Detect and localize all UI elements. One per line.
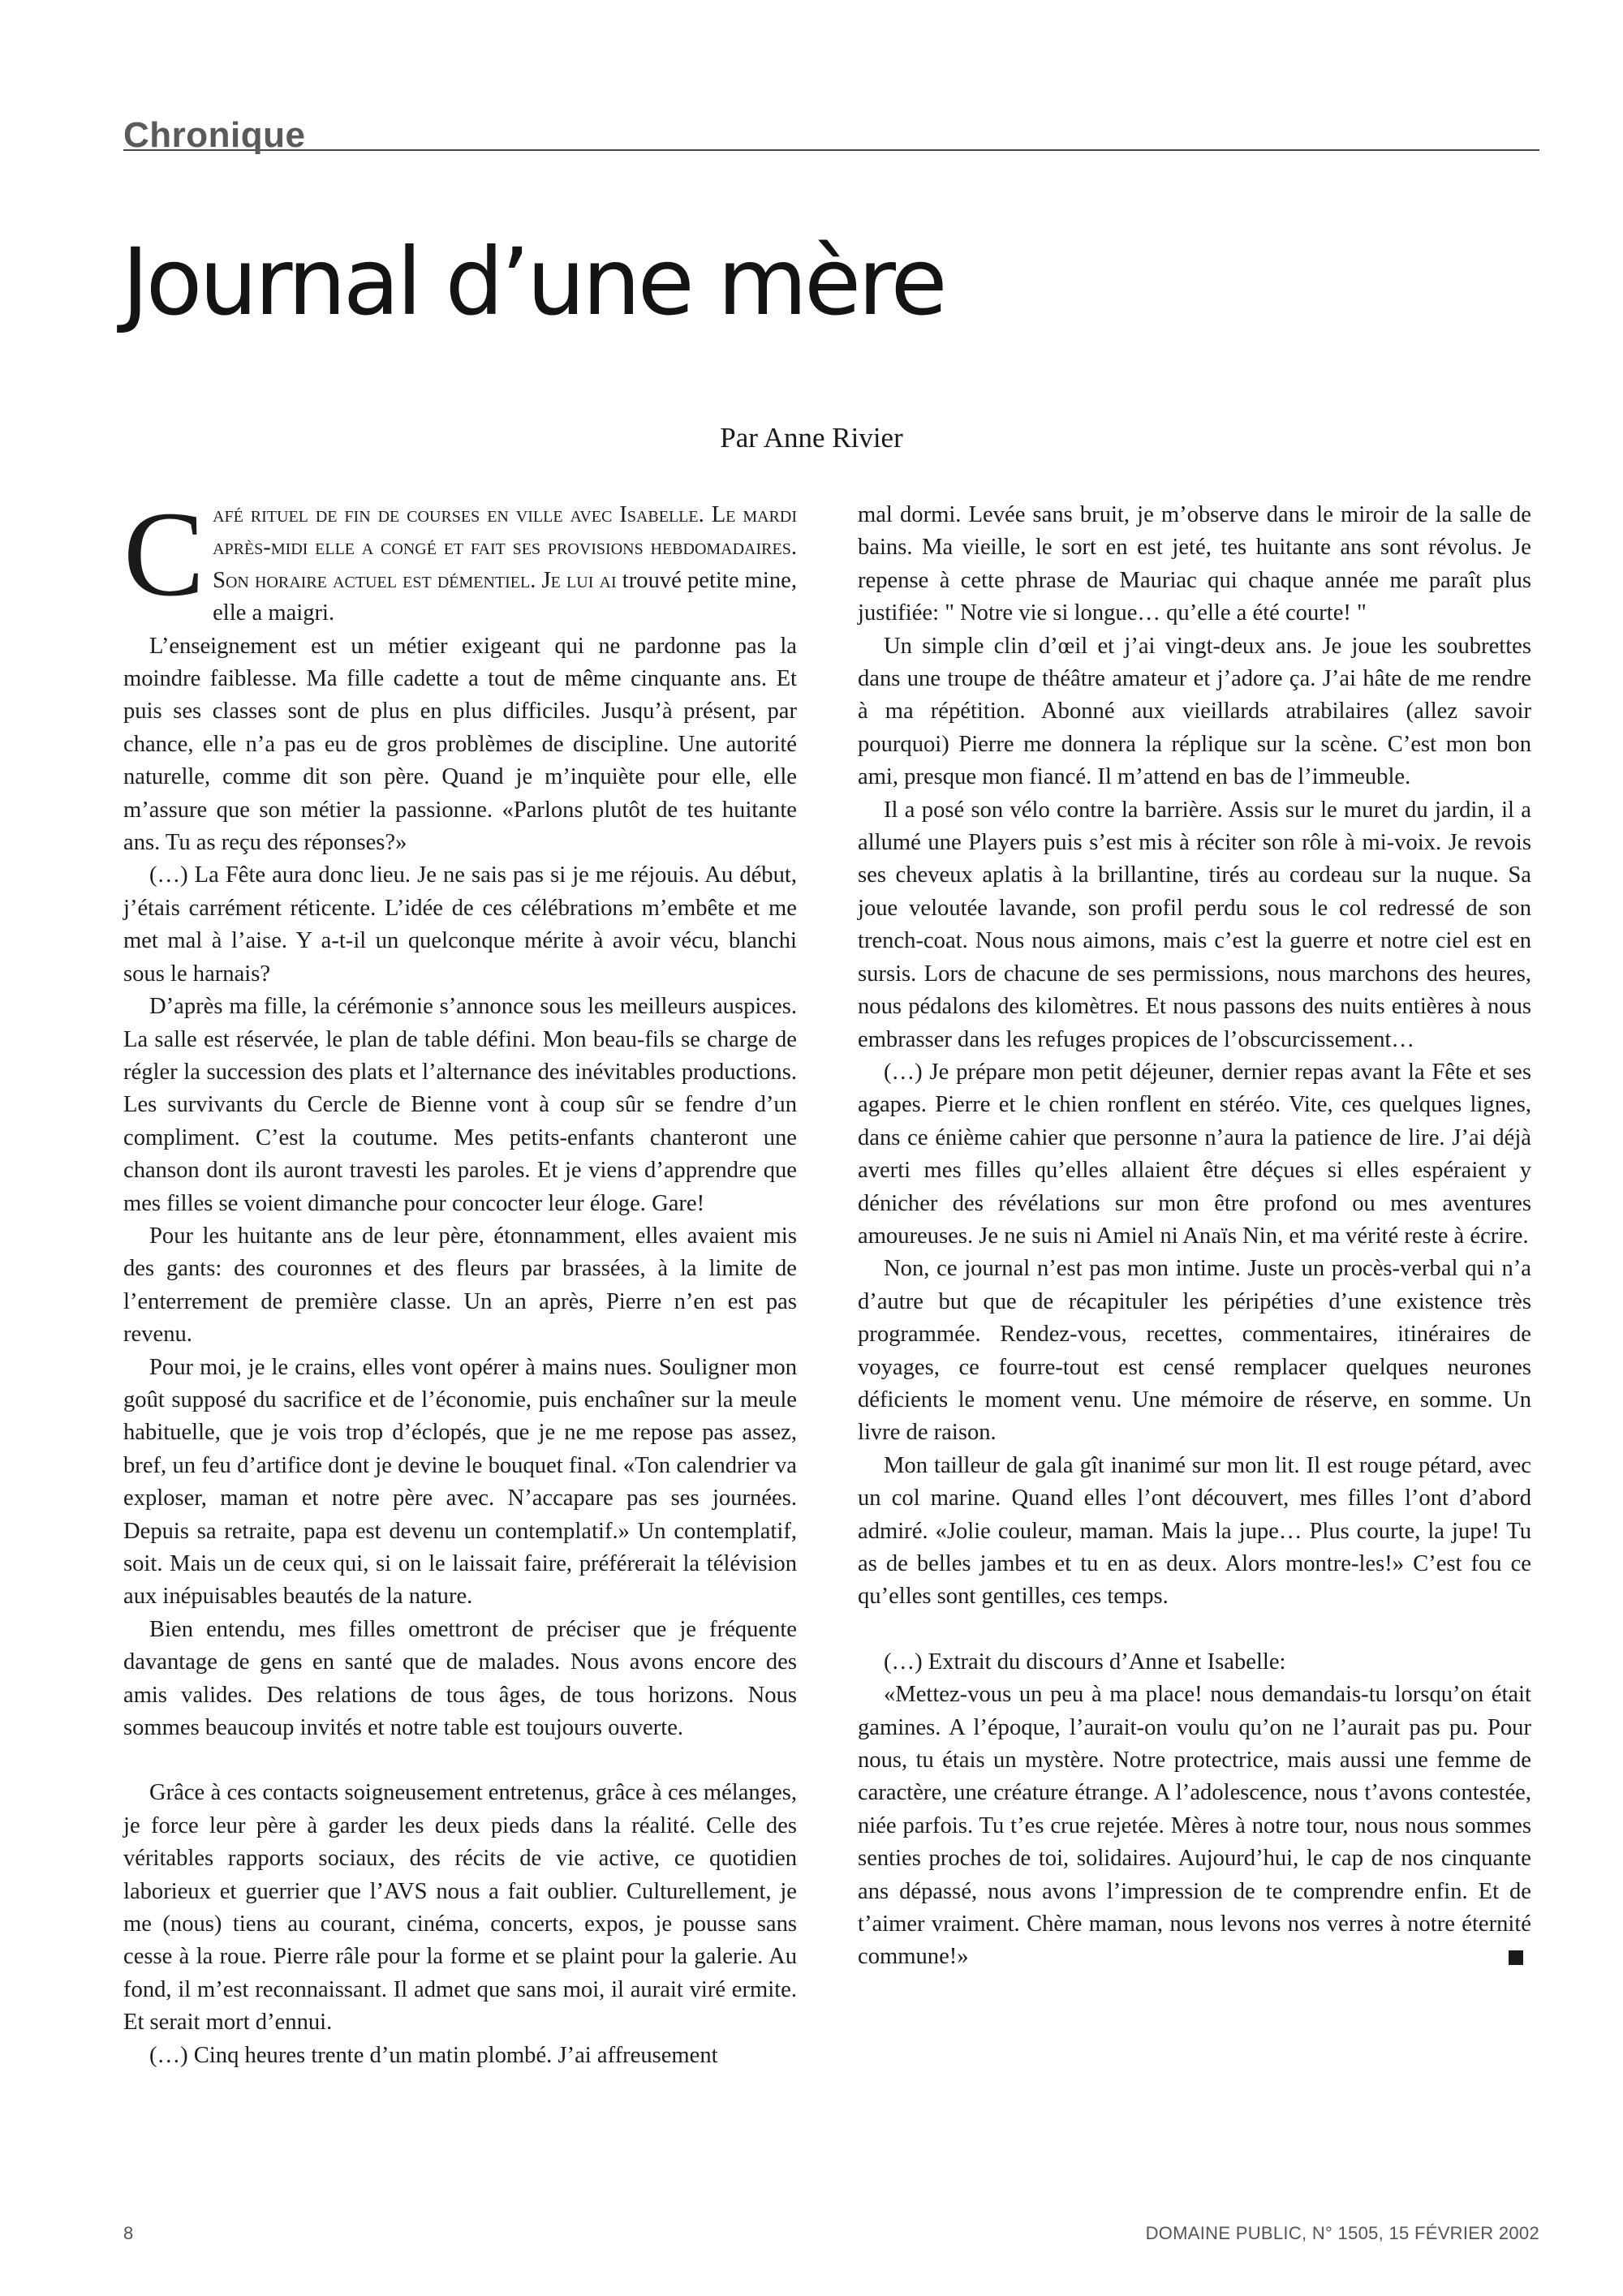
end-square-icon [1509,1950,1523,1965]
publication-info: DOMAINE PUBLIC, N° 1505, 15 FÉVRIER 2002 [1145,2223,1539,2243]
paragraph: (…) Je prépare mon petit déjeuner, dernier repas avant la Fête et ses agapes. Pierre et le chien ronflent en stéréo. Vite, ces quelques lignes, dans ce énième cahier que personne n’aura la patience de lire. J’ai déjà averti mes filles qu’elles allaient être déçues si elles espéraient y dénicher des révélations sur mon être profond ou mes aventures amoureuses. Je ne suis ni Amiel ni Anaïs Nin, et ma vérité reste à écrire. [858,1059,1531,1249]
paragraph: Mon tailleur de gala gît inanimé sur mon lit. Il est rouge pétard, avec un col marine. Quand elles l’ont découvert, mes filles l’ont d’abord admiré. «Jolie couleur, maman. Mais la jupe… Plus courte, la jupe! Tu as de belles jambes et tu en as deux. Alors montre-les!» C’est fou ce qu’elles sont gentilles, ces temps. [858,1452,1531,1610]
section-label: Chronique [123,115,306,155]
paragraph: Bien entendu, mes filles omettront de préciser que je fréquente davantage de gens en santé que de malades. Nous avons encore des amis valides. Des relations de tous âges, de tous horizons. Nous sommes beaucoup invités et notre table est toujours ouverte. [123,1616,797,1741]
discourse-text [858,1679,1531,1974]
paragraph: Pour moi, je le crains, elles vont opérer à mains nues. Souligner mon goût supposé du sacrifice et de l’économie, puis enchaîner sur la meule habituelle, que je vois trop d’éclopés, que je ne me repose pas assez, bref, un feu d’artifice dont je devine le bouquet final. «Ton calendrier va exploser, maman et notre père avec. N’accapare pas ses journées. Depuis sa retraite, papa est devenu un contemplatif.» Un contemplatif, soit. Mais un de ceux qui, si on le laissait faire, préférerait la télévision aux inépuisables beautés de la nature. [123,1354,797,1610]
paragraph: Pour les huitante ans de leur père, étonnamment, elles avaient mis des gants: des couronnes et des fleurs par brassées, à la limite de l’enterrement de première classe. Un an après, Pierre n’en est pas revenu. [123,1223,797,1348]
paragraph: Il a posé son vélo contre la barrière. Assis sur le muret du jardin, il a allumé une Players puis s’est mis à réciter son rôle à mi-voix. Je revois ses cheveux aplatis à la brillantine, tirés au cordeau sur la nuque. Sa joue veloutée lavande, son profil perdu sous le col redressé de son trench-coat. Nous nous aimons, mais c’est la guerre et notre ciel est en sursis. Lors de chacune de ses permissions, nous marchons des heures, nous pédalons des kilomètres. Et nous passons des nuits entières à nous embrasser dans les refuges propices de l’obscurcissement… [858,797,1531,1052]
paragraph-continued: mal dormi. Levée sans bruit, je m’observe dans le miroir de la salle de bains. Ma vieille, le sort en est jeté, tes huitante ans sont révolus. Je repense à cette phrase de Mauriac qui chaque année me paraît plus justifiée: " Notre vie si longue… qu’elle a été courte! " [858,502,1531,626]
drop-cap: C [123,487,205,621]
section-header [123,104,1539,155]
paragraph: Grâce à ces contacts soigneusement entretenus, grâce à ces mélanges, je force leur père à garder les deux pieds dans la réalité. Celle des véritables rapports sociaux, des récits de vie active, ce quotidien laborieux et guerrier que l’AVS nous a fait oublier. Culturellement, je me (nous) tiens au courant, cinéma, concerts, expos, je pousse sans cesse à la roue. Pierre râle pour la forme et se plaint pour la galerie. Au fond, il m’est reconnaissant. Il admet que sans moi, il aurait viré ermite. Et serait mort d’ennui. [123,1780,797,2036]
paragraph: (…) La Fête aura donc lieu. Je ne sais pas si je me réjouis. Au début, j’étais carrément réticente. L’idée de ces célébrations m’embête et me met mal à l’aise. Y a-t-il un quelconque mérite à avoir vécu, blanchi sous le harnais? [123,862,797,987]
paragraph: Un simple clin d’œil et j’ai vingt-deux ans. Je joue les soubrettes dans une troupe de théâtre amateur et j’adore ça. J’ai hâte de me rendre à ma répétition. Abonné aux vieillards atrabilaires (allez savoir pourquoi) Pierre me donnera la réplique sur la scène. C’est mon bon ami, presque mon fiancé. Il m’attend en bas de l’immeuble. [858,633,1531,790]
column-right [858,499,1531,1974]
page-number: 8 [123,2223,134,2243]
article-title: Journal d’une mère [122,228,945,336]
intro-paragraph [123,487,798,630]
intro-rest: trouvé petite mine, elle a maigri. [213,567,798,626]
byline: Par Anne Rivier [720,422,903,454]
discourse-intro: (…) Extrait du discours d’Anne et Isabelle: [884,1649,1286,1675]
column-left [123,487,798,2072]
paragraph: L’enseignement est un métier exigeant qui ne pardonne pas la moindre faiblesse. Ma fille cadette a tout de même cinquante ans. Et puis ses classes sont de plus en plus difficiles. Jusqu’à présent, par chance, elle n’a pas eu de gros problèmes de discipline. Une autorité naturelle, comme dit son père. Quand je m’inquiète pour elle, elle m’assure que son métier la passionne. «Parlons plutôt de tes huitante ans. Tu as reçu des réponses?» [123,633,797,856]
paragraph: (…) Cinq heures trente d’un matin plombé. J’ai affreusement [149,2042,718,2068]
intro-smallcaps: afé rituel de fin de courses en ville avec Isabelle. Le mardi après-midi elle a congé et fait ses provisions hebdomadaires. Son horaire actuel est démentiel. Je lui ai [213,502,797,593]
paragraph: Non, ce journal n’est pas mon intime. Juste un procès-verbal qui n’a d’autre but que de récapituler les péripéties d’une existence très programmée. Rendez-vous, recettes, commentaires, itinéraires de voyages, ce fourre-tout est censé remplacer quelques neurones déficients le moment venu. Une mémoire de réserve, en somme. Un livre de raison. [858,1256,1531,1446]
discourse-body: «Mettez-vous un peu à ma place! nous demandais-tu lorsqu’on était gamines. A l’époque, l’aurait-on voulu qu’on ne l’aurait pas pu. Pour nous, tu étais un mystère. Notre protectrice, mais aussi une femme de caractère, une créature étrange. A l’adolescence, nous t’avons contestée, niée parfois. Tu t’es crue rejetée. Mères à notre tour, nous nous sommes senties proches de toi, solidaires. Aujourd’hui, le cap de nos cinquante ans dépassé, nous avons l’impression de te comprendre enfin. Et de t’aimer vraiment. Chère maman, nous levons nos verres à notre éternité commune!» [858,1682,1531,1970]
paragraph: D’après ma fille, la cérémonie s’annonce sous les meilleurs auspices. La salle est réservée, le plan de table défini. Mon beau-fils se charge de régler la succession des plats et l’alternance des inévitables productions. Les survivants du Cercle de Bienne vont à coup sûr se fendre d’un compliment. C’est la coutume. Mes petits-enfants chanteront une chanson dont ils auront travesti les paroles. Et je viens d’apprendre que mes filles se voient dimanche pour concocter leur éloge. Gare! [123,994,797,1216]
